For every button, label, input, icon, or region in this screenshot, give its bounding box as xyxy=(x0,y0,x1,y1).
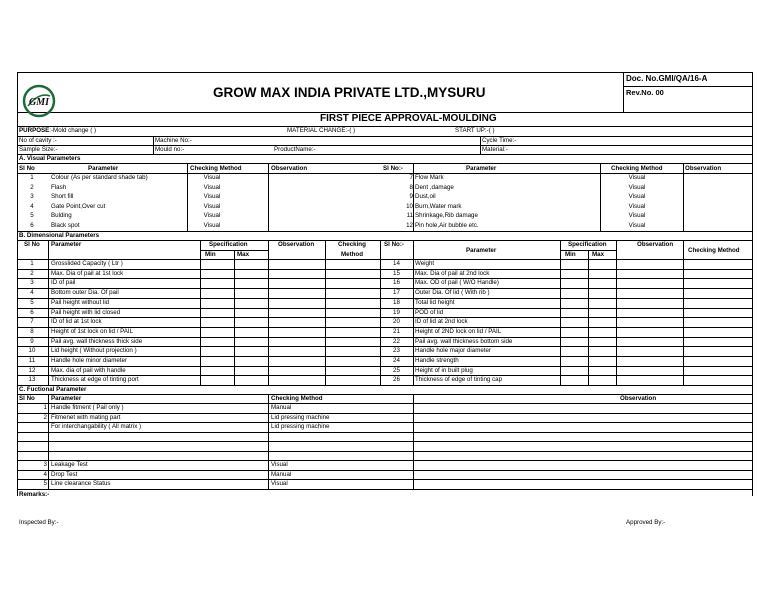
cycle-time-field: Cycle Time:- xyxy=(482,137,517,144)
func-row-parameter: Leakage Test xyxy=(51,461,88,468)
func-header-method: Checking Method xyxy=(271,395,323,402)
dim-row-parameter-right: Thickness of edge of tinting cap xyxy=(415,376,503,384)
visual-row-method-right: Visual xyxy=(628,212,646,219)
func-row-method: Visual xyxy=(271,461,288,468)
dim-header-slno: Sl No xyxy=(24,241,40,248)
dim-row-parameter: Pail avg. wall thickness thick side xyxy=(51,337,143,345)
dim-row-no-right: 24 xyxy=(393,357,400,364)
dim-row-parameter: Max. dia of pail with handle xyxy=(51,366,126,374)
dim-row-no: 4 xyxy=(30,289,34,297)
visual-row-parameter-right: Dust,oil xyxy=(415,193,436,200)
dim-row-parameter: Lid height ( Without projection ) xyxy=(51,347,137,355)
dim-row-parameter-right: Height of 2ND lock on lid / PAIL xyxy=(415,327,502,335)
visual-row-method: Visual xyxy=(203,221,221,229)
dim-header-parameter: Parameter xyxy=(51,241,82,248)
dim-header-checking: Checking xyxy=(338,241,366,248)
dim-row-no-right: 23 xyxy=(393,347,400,355)
func-row-parameter: Drop Test xyxy=(51,470,78,478)
dim-row-no-right: 16 xyxy=(393,279,400,287)
dim-row-no: 12 xyxy=(28,366,36,374)
dim-row-parameter: Pail height with lid closed xyxy=(51,308,121,316)
visual-row-method: Visual xyxy=(203,183,221,191)
visual-header-method: Checking Method xyxy=(190,165,242,172)
sample-size-field: Sample Size:- xyxy=(19,146,58,153)
visual-row-method-right: Visual xyxy=(628,202,646,210)
visual-row-method: Visual xyxy=(203,193,221,200)
dim-row-parameter-right: Height of in built plug xyxy=(415,366,473,374)
dim-row-no: 5 xyxy=(30,298,34,306)
func-header-slno: Sl No xyxy=(19,395,35,402)
dim-row-parameter: Height of 1st lock on lid / PAIL xyxy=(51,327,134,335)
dim-header-parameter-right: Parameter xyxy=(466,247,497,254)
visual-row-method: Visual xyxy=(203,202,221,210)
dim-row-parameter-right: Outer Dia. Of lid ( With rib ) xyxy=(415,289,490,297)
visual-row-method-right: Visual xyxy=(628,193,646,200)
dim-row-no: 9 xyxy=(30,337,34,345)
visual-row-parameter-right: Burn,Water mark xyxy=(415,202,462,210)
material-field: Material:- xyxy=(482,146,508,153)
func-row-parameter: For interchangability ( All matrix ) xyxy=(51,423,142,431)
visual-row-no-right: 11 xyxy=(406,212,413,219)
dim-row-no: 13 xyxy=(28,376,36,384)
dim-row-parameter: Pail height without lid xyxy=(51,298,110,306)
visual-row-method-right: Visual xyxy=(628,183,646,191)
func-row-no: 5 xyxy=(43,480,47,488)
visual-row-no: 3 xyxy=(30,193,34,200)
visual-row-parameter: Bulding xyxy=(51,212,72,219)
dim-header-max-right: Max xyxy=(592,251,605,258)
dim-row-no-right: 15 xyxy=(393,269,400,277)
product-name-field: ProductName:- xyxy=(274,146,316,153)
dim-row-no-right: 14 xyxy=(393,260,400,267)
func-header-observation: Observation xyxy=(620,395,657,402)
dim-row-no-right: 19 xyxy=(393,308,400,316)
dim-row-parameter: ID of pail xyxy=(51,279,76,287)
cavity-field: No of cavity :- xyxy=(19,137,57,144)
func-row-no: 3 xyxy=(43,461,47,468)
func-row-parameter: Line clearance Status xyxy=(51,480,111,488)
dim-row-parameter-right: ID of lid at 2nd lock xyxy=(415,318,468,326)
visual-row-parameter: Gate Point,Over cut xyxy=(51,202,106,210)
visual-row-no-right: 8 xyxy=(409,183,413,191)
dim-row-parameter-right: Handle strength xyxy=(415,357,459,364)
inspected-by-label: Inspected By:- xyxy=(19,519,59,526)
dim-row-no-right: 25 xyxy=(393,366,400,374)
company-logo xyxy=(21,84,57,118)
dim-row-no-right: 26 xyxy=(393,376,400,384)
visual-row-parameter-right: Pin hole,Air bubble etc. xyxy=(415,221,479,229)
visual-row-parameter: Short fill xyxy=(51,193,74,200)
dim-header-spec: Specification xyxy=(209,241,248,248)
dim-row-parameter-right: Handle hole major diameter xyxy=(415,347,492,355)
company-name: GROW MAX INDIA PRIVATE LTD.,MYSURU xyxy=(213,85,486,100)
dim-row-parameter: Grosslided Capacity ( Ltr ) xyxy=(51,260,123,267)
dim-row-no: 1 xyxy=(30,260,34,267)
dim-row-no: 6 xyxy=(30,308,34,316)
visual-row-parameter: Colour (As per standard shade tab) xyxy=(51,174,148,181)
machine-no-field: Machine No:- xyxy=(155,137,192,144)
dim-row-no: 8 xyxy=(30,327,34,335)
visual-row-no-right: 7 xyxy=(409,174,413,181)
visual-row-parameter-right: Flow Mark xyxy=(415,174,444,181)
visual-header-observation-right: Observation xyxy=(685,165,722,172)
visual-header-parameter: Parameter xyxy=(88,165,119,172)
dim-row-parameter: Handle hole minor diameter xyxy=(51,357,128,364)
visual-header-slno-right: Sl No:- xyxy=(383,165,403,172)
dim-header-observation-right: Observation xyxy=(637,241,674,248)
material-change-field: MATERIAL CHANGE:-( ) xyxy=(287,127,356,134)
func-row-method: Manual xyxy=(271,470,292,478)
visual-header-observation: Observation xyxy=(271,165,308,172)
func-row-method: Lid pressing machine xyxy=(271,423,330,431)
visual-row-parameter: Black spot xyxy=(51,221,80,229)
func-row-method: Manual xyxy=(271,404,292,411)
dim-row-no: 3 xyxy=(30,279,34,287)
dim-row-no-right: 21 xyxy=(393,327,400,335)
dim-row-no-right: 18 xyxy=(393,298,400,306)
visual-row-no: 2 xyxy=(30,183,34,191)
purpose-field: PURPOSE:-Mold change ( ) xyxy=(19,127,97,134)
func-row-parameter: Fitmenet with mating part xyxy=(51,413,121,421)
dim-row-parameter-right: POD of lid xyxy=(415,308,444,316)
visual-row-no: 6 xyxy=(30,221,34,229)
dim-header-observation: Observation xyxy=(278,241,315,248)
form-title: FIRST PIECE APPROVAL-MOULDING xyxy=(320,113,497,124)
visual-row-method-right: Visual xyxy=(628,221,646,229)
mould-no-field: Mould no:- xyxy=(155,146,185,153)
remarks-label: Remarks:- xyxy=(19,491,50,498)
visual-row-no: 4 xyxy=(30,202,34,210)
approved-by-label: Approved By:- xyxy=(626,519,666,526)
dim-header-max: Max xyxy=(237,251,250,258)
dim-header-min-right: Min xyxy=(565,251,576,258)
dim-row-parameter: ID of lid at 1st lock xyxy=(51,318,102,326)
start-up-field: START UP:-( ) xyxy=(455,127,495,134)
dim-row-no-right: 17 xyxy=(393,289,400,297)
svg-text:GMI: GMI xyxy=(28,97,50,108)
visual-header-slno: Sl No xyxy=(19,165,35,172)
dim-row-parameter-right: Max. OD of pail ( W/O Handle) xyxy=(415,279,499,287)
dim-header-method-right: Checking Method xyxy=(688,247,740,254)
dim-row-parameter: Bottom outer Dia. Of pail xyxy=(51,289,119,297)
func-row-method: Lid pressing machine xyxy=(271,413,330,421)
visual-row-no: 5 xyxy=(30,212,34,219)
dim-header-method: Method xyxy=(341,251,363,258)
section-functional-title: C. Fuctional Parameter xyxy=(19,386,87,393)
dim-row-no: 7 xyxy=(30,318,34,326)
func-row-no: 2 xyxy=(43,413,47,421)
section-visual-title: A. Visual Parameters xyxy=(19,155,81,162)
visual-row-method: Visual xyxy=(203,212,221,219)
dim-header-spec-right: Specification xyxy=(568,241,607,248)
dim-row-parameter: Max. Dia of pail at 1st lock xyxy=(51,269,124,277)
func-row-no: 1 xyxy=(43,404,47,411)
dim-row-no: 11 xyxy=(28,357,36,364)
dim-header-min: Min xyxy=(205,251,216,258)
dim-row-parameter: Thickness at edge of tinting port xyxy=(51,376,139,384)
doc-number: Doc. No.GMI/QA/16-A xyxy=(626,74,708,83)
dim-header-slno-right: Sl No:- xyxy=(384,241,404,248)
visual-row-no-right: 10 xyxy=(406,202,413,210)
dim-row-no-right: 20 xyxy=(393,318,400,326)
visual-header-parameter-right: Parameter xyxy=(466,165,497,172)
visual-row-parameter: Flash xyxy=(51,183,67,191)
func-header-parameter: Parameter xyxy=(51,395,82,402)
dim-row-no-right: 22 xyxy=(393,337,400,345)
dim-row-no: 10 xyxy=(28,347,36,355)
dim-row-parameter-right: Pail avg. wall thickness bottom side xyxy=(415,337,513,345)
dim-row-parameter-right: Max. Dia of pail at 2nd lock xyxy=(415,269,490,277)
visual-row-method-right: Visual xyxy=(628,174,646,181)
visual-row-no: 1 xyxy=(30,174,34,181)
visual-row-parameter-right: Dent ,damage xyxy=(415,183,454,191)
func-row-parameter: Handle fitment ( Pail only ) xyxy=(51,404,124,411)
visual-header-method-right: Checking Method xyxy=(611,165,663,172)
visual-row-method: Visual xyxy=(203,174,221,181)
dim-row-parameter-right: Total lid height xyxy=(415,298,455,306)
visual-row-no-right: 12 xyxy=(406,221,413,229)
visual-row-no-right: 9 xyxy=(409,193,413,200)
section-dimensional-title: B. Dimensional Parameters xyxy=(19,232,100,239)
dim-row-no: 2 xyxy=(30,269,34,277)
visual-row-parameter-right: Shrinkage,Rib damage xyxy=(415,212,478,219)
func-row-method: Visual xyxy=(271,480,288,488)
dim-row-parameter-right: Weight xyxy=(415,260,435,267)
revision-number: Rev.No. 00 xyxy=(626,88,664,97)
func-row-no: 4 xyxy=(43,470,47,478)
